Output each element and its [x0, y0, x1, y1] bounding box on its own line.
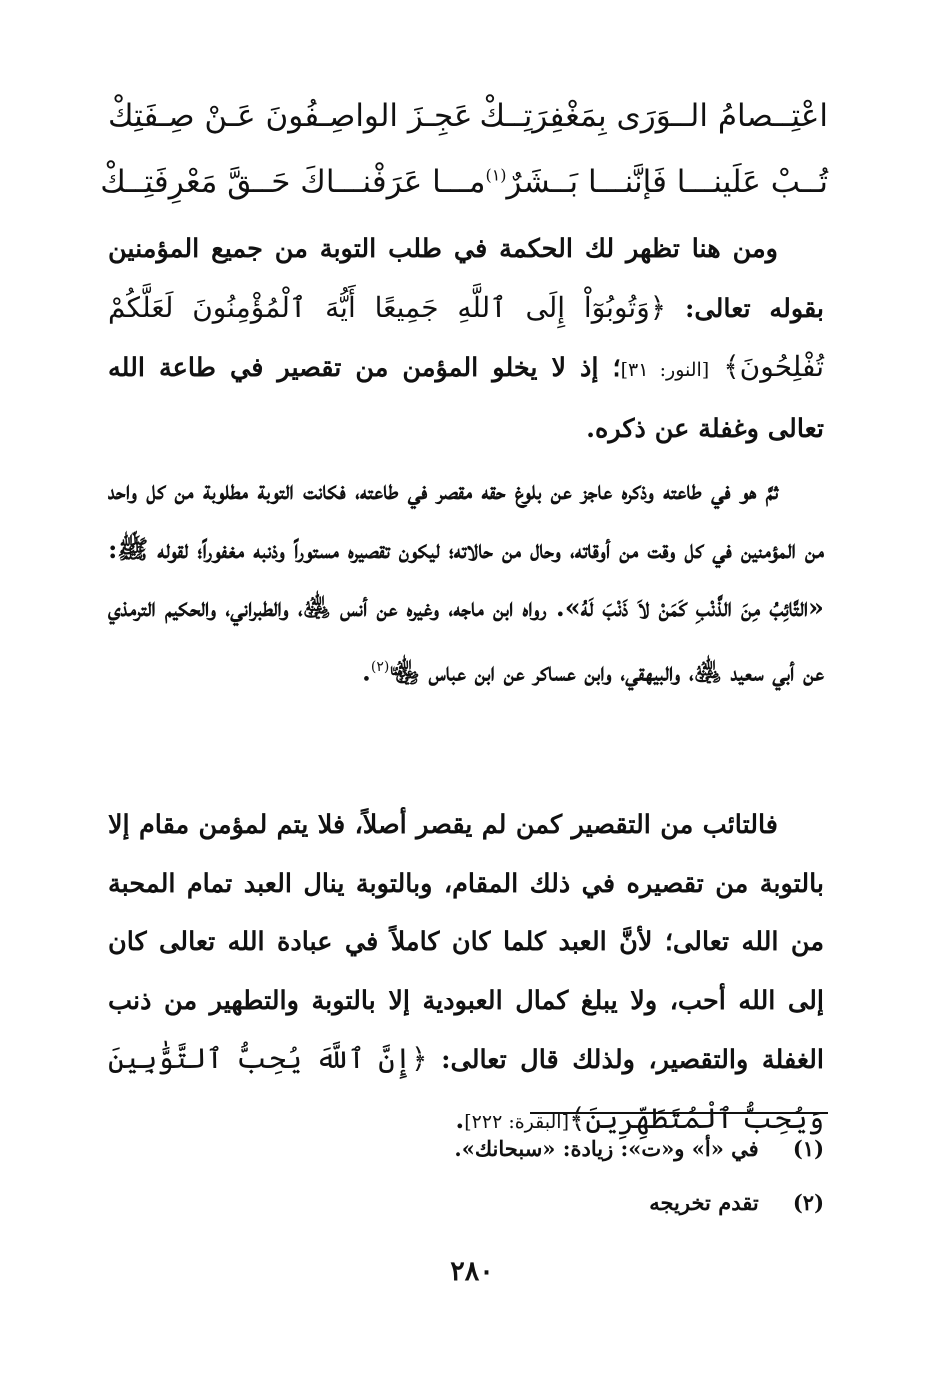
paragraph-1-text-a: ومن هنا تظهر لك الحكمة في طلب التوبة من جميع المؤمنين بقوله تعالى:: [108, 234, 825, 324]
footnote-marker-1: (١): [485, 165, 507, 185]
paragraph-1-text-b: ؛ إذ لا يخلو المؤمن من تقصير في طاعة الله تعالى وغفلة عن ذكره.: [108, 353, 824, 444]
footnote-separator: [530, 1112, 828, 1114]
quran-verse-2: ﴿إِنَّ ٱللَّهَ يُحِبُّ ٱلتَّوَّٰبِينَ وَيُحِبُّ ٱلْمُتَطَهِّرِينَ﴾: [108, 1042, 824, 1135]
footnote-2-text: تقدم تخريجه: [649, 1190, 759, 1215]
poem-line-2-first-hemistich: [485, 164, 828, 200]
paragraph-2-text-b: . رواه ابن ماجه، وغيره عن أنس ﵁، والطبراني، والحكيم الترمذي عن أبي سعيد ﵁، والبيهقي، وابن عساكر عن ابن عباس ﵄: [108, 593, 824, 687]
footnote-marker-2: (٢): [370, 658, 390, 675]
main-text: [108, 220, 824, 458]
paragraph-3: [108, 796, 824, 1151]
poem-line-1: [108, 86, 828, 146]
quran-verse-1: ﴿وَتُوبُوٓاْ إِلَى ٱللَّهِ جَمِيعًا أَيُّهَ ٱلْمُؤْمِنُونَ لَعَلَّكُمْ تُفْلِحُونَ﴾: [108, 290, 824, 383]
paragraph-2-end: .: [362, 657, 371, 687]
poem-line-2: [100, 152, 828, 212]
footnote-1-text: في «أ» و«ت»: زيادة: «سبحانك».: [454, 1136, 759, 1161]
poem-line-1-first-hemistich: اعْتِــصامُ الــوَرَى بِمَغْفِرَتِــكْ: [479, 98, 828, 134]
verse-reference-1: [النور: ٣١]: [620, 359, 710, 381]
footnote-1: [108, 1136, 824, 1161]
poem-line-2-second-hemistich: مـــا عَرَفْنـــاكَ حَــقَّ مَعْرِفَتِــكْ: [100, 164, 486, 200]
page-number: ٢٨٠: [450, 1256, 494, 1287]
paragraph-3-text-a: فالتائب من التقصير كمن لم يقصر أصلاً، فلا يتم لمؤمن مقام إلا بالتوبة من تقصيره في ذلك المقام، وبالتوبة ينال العبد تمام المحبة من الله تعالى؛ لأنَّ العبد كلما كان كاملاً في عبادة الله تعالى كان إلى الله أحب، ولا يبلغ كمال العبودية إلا بالتوبة والتطهير من ذنب الغفلة والتقصير، ولذلك قال تعالى:: [108, 810, 824, 1075]
poem-line-2-first-text: تُــبْ عَلَينـــا فَإنَّنـــا بَــشَرٌ: [506, 164, 828, 200]
paragraph-1: [108, 220, 824, 458]
main-text-2: [108, 462, 824, 702]
footnote-2: [108, 1190, 824, 1215]
paragraph-2: [108, 462, 824, 702]
paragraph-3-end: .: [455, 1104, 465, 1135]
main-text-3: [108, 796, 824, 1151]
paragraph-2-text-a: ثمَّ هو في طاعته وذكره عاجز عن بلوغ حقه مقصر في طاعته، فكانت التوبة مطلوبة من كل واحد من المؤمنين في كل وقت من أوقاته، وحال من حالاته؛ ليكون تقصيره مستوراً وذنبه مغفوراً؛ لقوله ﷺ:: [108, 476, 824, 565]
footnote-1-number: (١): [792, 1136, 824, 1161]
poem-line-1-second-hemistich: عَجِـزَ الواصِـفُونَ عَـنْ صِـفَتِكْ: [108, 98, 473, 134]
hadith-quote: «التَّائِبُ مِنَ الذَّنْبِ كَمَنْ لاَ ذَنْبَ لَهُ»: [564, 593, 824, 623]
verse-reference-2: [البقرة: ٢٢٢]: [464, 1110, 569, 1133]
footnote-2-number: (٢): [792, 1190, 824, 1215]
